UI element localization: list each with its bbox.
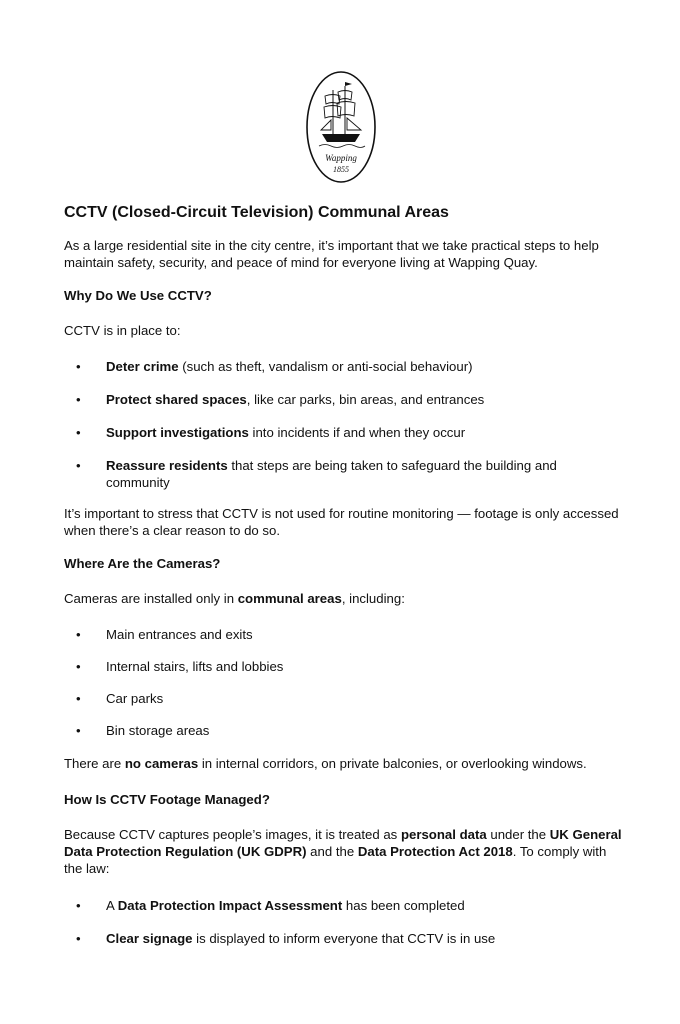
- list-item-bold: Reassure residents: [106, 458, 228, 473]
- bullet: •: [76, 425, 81, 440]
- why-list: [64, 358, 624, 491]
- intro-paragraph: As a large residential site in the city centre, it’s important that we take practical steps to help maintain safety, security, and peace of mind for everyone living at Wapping Quay.: [64, 238, 599, 270]
- list-item-bold: Clear signage: [106, 931, 193, 946]
- list-item-bold: Deter crime: [106, 359, 179, 374]
- list-item-text: , like car parks, bin areas, and entrances: [246, 392, 485, 407]
- list-item-bold: Protect shared spaces: [106, 392, 247, 407]
- where-lead-text: Cameras are installed only in: [64, 591, 238, 606]
- bullet: •: [76, 359, 81, 374]
- list-item: [64, 424, 624, 441]
- list-item: [64, 722, 624, 739]
- list-item: [64, 626, 624, 643]
- bullet: •: [76, 691, 81, 706]
- logo-text-year: 1855: [333, 165, 349, 174]
- list-item: [64, 457, 624, 491]
- sailing-ship-icon: [305, 70, 377, 184]
- managed-text: . To comply with the law:: [64, 844, 607, 876]
- where-list: [64, 626, 624, 739]
- list-item-text: Car parks: [106, 691, 164, 706]
- managed-text: under the: [486, 827, 550, 842]
- list-item-text: that steps are being taken to safeguard the building and community: [106, 458, 557, 490]
- where-lead-text-end: , including:: [341, 591, 405, 606]
- managed-bold: UK General Data Protection Regulation (UK GDPR): [64, 827, 622, 859]
- document-body: [64, 203, 624, 961]
- list-item: [64, 897, 624, 914]
- where-note-bold: no cameras: [124, 756, 199, 771]
- section-heading-managed: How Is CCTV Footage Managed?: [64, 792, 270, 807]
- where-note-text: There are: [64, 756, 125, 771]
- where-lead: [64, 590, 624, 607]
- bullet: •: [76, 392, 81, 407]
- list-item-bold: Support investigations: [106, 425, 249, 440]
- bullet: •: [76, 898, 81, 913]
- why-note: It’s important to stress that CCTV is not used for routine monitoring — footage is only accessed when there’s a clear reason to do so.: [64, 506, 619, 538]
- list-item-text: Bin storage areas: [106, 723, 210, 738]
- logo-text-wapping: Wapping: [325, 153, 357, 163]
- list-item: [64, 930, 624, 947]
- list-item-text: Main entrances and exits: [106, 627, 253, 642]
- bullet: •: [76, 931, 81, 946]
- bullet: •: [76, 627, 81, 642]
- where-lead-bold: communal areas: [237, 591, 342, 606]
- list-item-text: (such as theft, vandalism or anti-social behaviour): [178, 359, 473, 374]
- bullet: •: [76, 723, 81, 738]
- managed-list: [64, 897, 624, 947]
- list-item-text: has been completed: [342, 898, 465, 913]
- wapping-logo: [305, 70, 377, 184]
- where-note-text-end: in internal corridors, on private balconies, or overlooking windows.: [198, 756, 587, 771]
- page-title: CCTV (Closed-Circuit Television) Communal Areas: [64, 204, 449, 221]
- list-item: [64, 690, 624, 707]
- section-heading-where: Where Are the Cameras?: [64, 556, 221, 571]
- managed-paragraph: [64, 826, 624, 877]
- list-item-text: is displayed to inform everyone that CCTV is in use: [192, 931, 496, 946]
- list-item-text: into incidents if and when they occur: [248, 425, 466, 440]
- managed-bold: personal data: [400, 827, 487, 842]
- list-item: [64, 358, 624, 375]
- section-heading-why: Why Do We Use CCTV?: [64, 288, 212, 303]
- managed-text: and the: [306, 844, 358, 859]
- bullet: •: [76, 458, 81, 473]
- bullet: •: [76, 659, 81, 674]
- why-lead: CCTV is in place to:: [64, 323, 181, 338]
- where-note: [64, 755, 624, 772]
- list-item: [64, 658, 624, 675]
- managed-text: Because CCTV captures people’s images, it is treated as: [64, 827, 401, 842]
- list-item: [64, 391, 624, 408]
- list-item-text: A: [106, 898, 118, 913]
- managed-bold: Data Protection Act 2018: [357, 844, 513, 859]
- list-item-bold: Data Protection Impact Assessment: [117, 898, 343, 913]
- list-item-text: Internal stairs, lifts and lobbies: [106, 659, 284, 674]
